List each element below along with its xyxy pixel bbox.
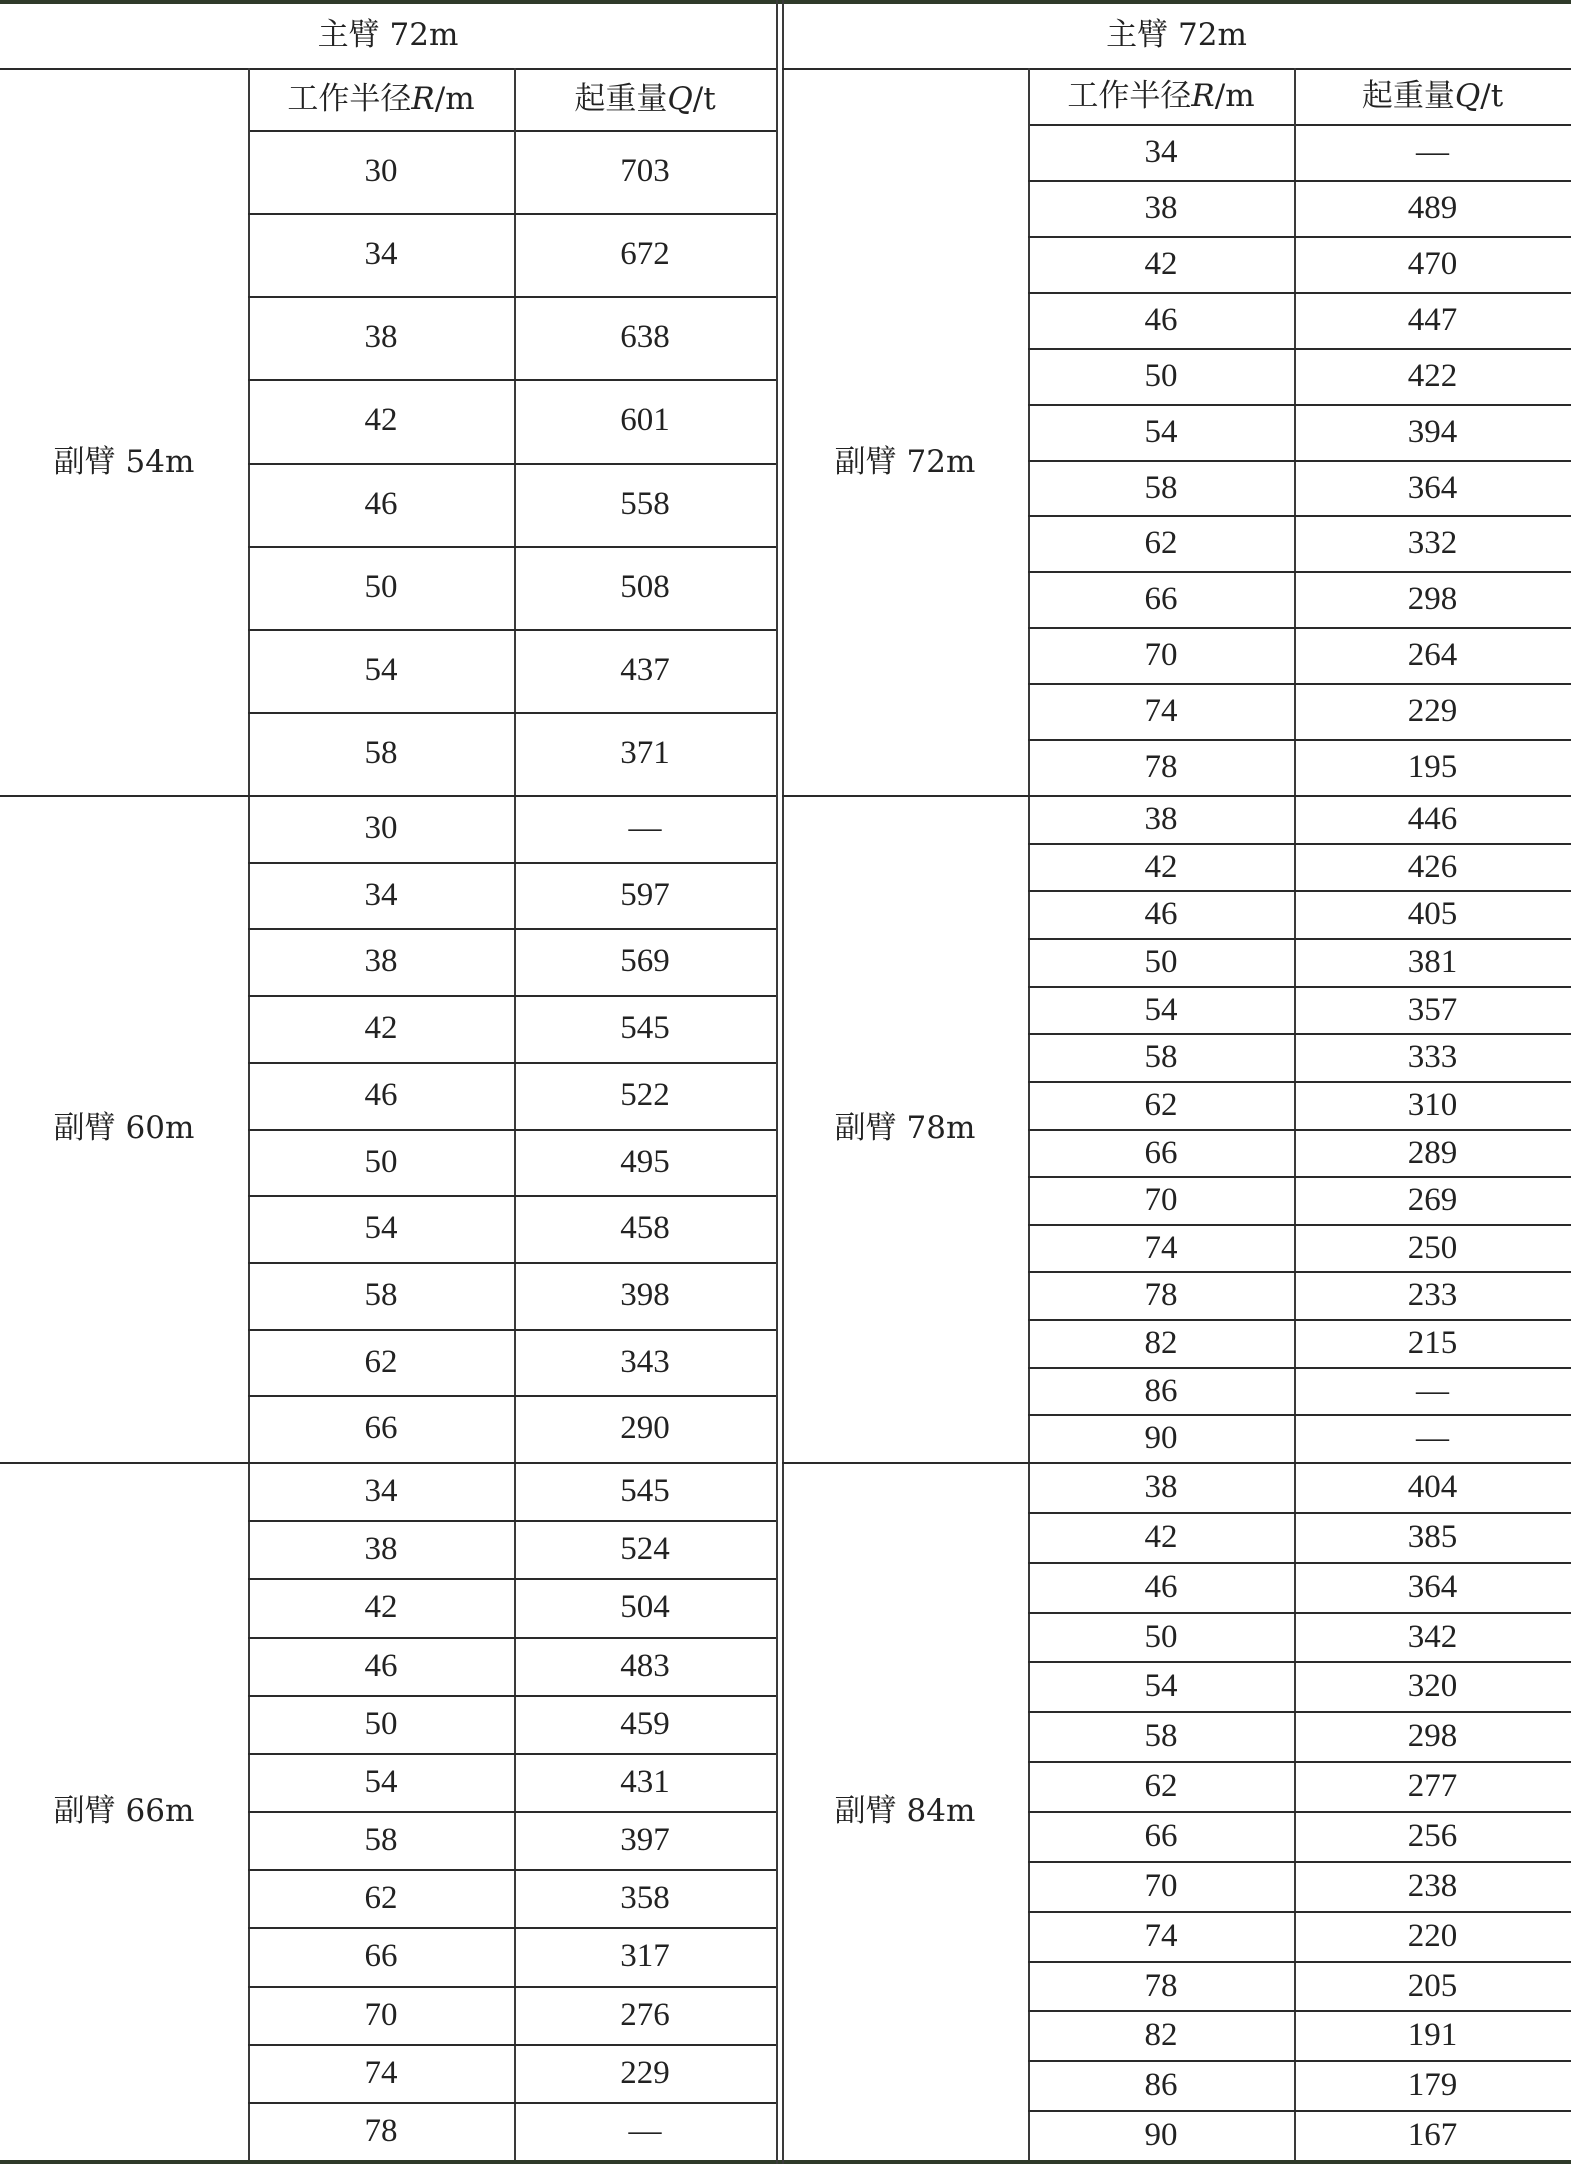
load-cell: 343 xyxy=(620,1344,670,1380)
header-unit: /m xyxy=(434,80,475,117)
radius-cell: 46 xyxy=(364,486,398,522)
load-cell: 264 xyxy=(1407,636,1458,673)
load-cell: 504 xyxy=(620,1588,670,1625)
load-cell: 256 xyxy=(1407,1817,1458,1854)
boom-group-label: 副臂 84m xyxy=(834,1792,976,1829)
radius-cell: 38 xyxy=(364,1530,398,1567)
radius-cell: 54 xyxy=(364,1763,398,1800)
load-cell: 215 xyxy=(1407,1324,1458,1361)
load-cell: 524 xyxy=(620,1530,670,1567)
radius-cell: 62 xyxy=(364,1879,398,1916)
radius-cell: 58 xyxy=(364,1277,398,1313)
load-cell: 342 xyxy=(1407,1618,1458,1655)
load-cell: 638 xyxy=(620,319,670,355)
radius-cell: 34 xyxy=(364,236,398,272)
column-header-radius xyxy=(1028,68,1294,124)
panel-title: 主臂 72m xyxy=(1106,16,1247,53)
radius-cell: 66 xyxy=(1144,1817,1178,1854)
radius-cell: 38 xyxy=(1144,800,1178,837)
load-cell: 569 xyxy=(620,943,670,979)
load-cell: — xyxy=(628,810,662,846)
boom-group-label: 副臂 54m xyxy=(53,444,195,480)
radius-cell: 54 xyxy=(364,1210,398,1246)
load-cell: 229 xyxy=(620,2054,670,2091)
load-cell: 703 xyxy=(620,153,670,189)
radius-cell: 46 xyxy=(1144,1568,1178,1605)
column-header-load xyxy=(514,68,776,130)
radius-cell: 78 xyxy=(1144,1276,1178,1313)
radius-cell: 62 xyxy=(1144,524,1178,561)
radius-cell: 42 xyxy=(1144,848,1178,885)
load-cell: — xyxy=(1416,1419,1449,1456)
load-cell: 405 xyxy=(1407,895,1458,932)
load-cell: 220 xyxy=(1407,1917,1458,1954)
radius-cell: 66 xyxy=(1144,1134,1178,1171)
radius-cell: 54 xyxy=(1144,1667,1178,1704)
load-cell: 238 xyxy=(1407,1867,1458,1904)
radius-cell: 46 xyxy=(1144,895,1178,932)
radius-cell: 74 xyxy=(1144,1917,1178,1954)
radius-cell: 70 xyxy=(1144,1867,1178,1904)
header-symbol: Q xyxy=(1454,77,1481,114)
load-cell: 250 xyxy=(1407,1229,1458,1266)
load-cell: 233 xyxy=(1407,1276,1458,1313)
radius-cell: 42 xyxy=(1144,1518,1178,1555)
load-cell: — xyxy=(1416,133,1449,170)
load-cell: 426 xyxy=(1407,848,1458,885)
header-text: 起重量 xyxy=(574,80,668,117)
radius-cell: 58 xyxy=(364,735,398,771)
radius-cell: 66 xyxy=(364,1937,398,1974)
load-cell: 357 xyxy=(1407,991,1458,1028)
radius-cell: 50 xyxy=(1144,357,1178,394)
load-cell: 371 xyxy=(620,735,670,771)
load-cell: 205 xyxy=(1407,1967,1458,2004)
radius-cell: 66 xyxy=(1144,580,1178,617)
radius-cell: 50 xyxy=(364,1144,398,1180)
radius-cell: 50 xyxy=(1144,1618,1178,1655)
load-cell: 446 xyxy=(1407,800,1458,837)
table-column-rule xyxy=(776,0,778,2164)
header-symbol: R xyxy=(411,80,435,117)
load-cell: 298 xyxy=(1407,580,1458,617)
load-cell: 364 xyxy=(1407,469,1458,506)
radius-cell: 78 xyxy=(1144,748,1178,785)
load-cell: 459 xyxy=(620,1705,670,1742)
header-text: 工作半径 xyxy=(287,80,412,117)
radius-cell: 58 xyxy=(1144,469,1178,506)
load-cell: — xyxy=(1416,1372,1449,1409)
radius-cell: 58 xyxy=(1144,1717,1178,1754)
load-cell: 437 xyxy=(620,652,670,688)
radius-cell: 46 xyxy=(364,1077,398,1113)
table-rule-major xyxy=(0,2160,1571,2164)
radius-cell: 34 xyxy=(364,1472,398,1509)
load-cell: 489 xyxy=(1407,189,1458,226)
radius-cell: 38 xyxy=(364,943,398,979)
radius-cell: 70 xyxy=(364,1996,398,2033)
load-cell: 167 xyxy=(1407,2116,1458,2153)
radius-cell: 86 xyxy=(1144,1372,1178,1409)
load-cell: 364 xyxy=(1407,1568,1458,1605)
radius-cell: 54 xyxy=(364,652,398,688)
boom-group-label: 副臂 78m xyxy=(834,1110,976,1146)
radius-cell: 74 xyxy=(364,2054,398,2091)
radius-cell: 34 xyxy=(1144,133,1178,170)
boom-group-label: 副臂 60m xyxy=(53,1110,195,1146)
load-cell: 672 xyxy=(620,236,670,272)
column-header-load xyxy=(1294,68,1571,124)
load-cell: 397 xyxy=(620,1821,670,1858)
load-cell: 522 xyxy=(620,1077,670,1113)
radius-cell: 42 xyxy=(364,1010,398,1046)
radius-cell: 38 xyxy=(1144,189,1178,226)
radius-cell: 62 xyxy=(1144,1086,1178,1123)
load-cell: 179 xyxy=(1407,2066,1458,2103)
radius-cell: 54 xyxy=(1144,413,1178,450)
load-cell: 470 xyxy=(1407,245,1458,282)
radius-cell: 30 xyxy=(364,810,398,846)
radius-cell: 90 xyxy=(1144,2116,1178,2153)
radius-cell: 70 xyxy=(1144,636,1178,673)
radius-cell: 46 xyxy=(1144,301,1178,338)
radius-cell: 62 xyxy=(364,1344,398,1380)
boom-group-label: 副臂 72m xyxy=(834,444,976,480)
radius-cell: 50 xyxy=(1144,943,1178,980)
radius-cell: 42 xyxy=(364,1588,398,1625)
header-text: 起重量 xyxy=(1361,77,1455,114)
radius-cell: 38 xyxy=(364,319,398,355)
radius-cell: 90 xyxy=(1144,1419,1178,1456)
radius-cell: 66 xyxy=(364,1410,398,1446)
load-cell: 385 xyxy=(1407,1518,1458,1555)
load-cell: 398 xyxy=(620,1277,670,1313)
radius-cell: 58 xyxy=(1144,1038,1178,1075)
load-cell: 431 xyxy=(620,1763,670,1800)
load-cell: 320 xyxy=(1407,1667,1458,1704)
load-cell: 394 xyxy=(1407,413,1458,450)
load-cell: 277 xyxy=(1407,1767,1458,1804)
load-cell: 545 xyxy=(620,1010,670,1046)
radius-cell: 82 xyxy=(1144,2016,1178,2053)
radius-cell: 46 xyxy=(364,1647,398,1684)
radius-cell: 38 xyxy=(1144,1468,1178,1505)
load-cell: 597 xyxy=(620,877,670,913)
load-cell: 447 xyxy=(1407,301,1458,338)
column-header-radius xyxy=(248,68,514,130)
load-cell: 545 xyxy=(620,1472,670,1509)
load-cell: 422 xyxy=(1407,357,1458,394)
radius-cell: 30 xyxy=(364,153,398,189)
radius-cell: 50 xyxy=(364,1705,398,1742)
load-cell: 317 xyxy=(620,1937,670,1974)
load-cell: 404 xyxy=(1407,1468,1458,1505)
load-cell: 298 xyxy=(1407,1717,1458,1754)
radius-cell: 86 xyxy=(1144,2066,1178,2103)
header-unit: /t xyxy=(1480,77,1504,114)
radius-cell: 78 xyxy=(1144,1967,1178,2004)
radius-cell: 50 xyxy=(364,569,398,605)
radius-cell: 74 xyxy=(1144,1229,1178,1266)
load-cell: 276 xyxy=(620,1996,670,2033)
load-cell: 229 xyxy=(1407,692,1458,729)
load-cell: 333 xyxy=(1407,1038,1458,1075)
radius-cell: 82 xyxy=(1144,1324,1178,1361)
radius-cell: 58 xyxy=(364,1821,398,1858)
boom-group-label: 副臂 66m xyxy=(53,1792,195,1829)
load-cell: 269 xyxy=(1407,1181,1458,1218)
load-cell: 191 xyxy=(1407,2016,1458,2053)
load-cell: 195 xyxy=(1407,748,1458,785)
load-cell: 483 xyxy=(620,1647,670,1684)
load-cell: 289 xyxy=(1407,1134,1458,1171)
load-cell: 508 xyxy=(620,569,670,605)
load-cell: 381 xyxy=(1407,943,1458,980)
load-cell: 601 xyxy=(620,402,670,438)
radius-cell: 54 xyxy=(1144,991,1178,1028)
radius-cell: 74 xyxy=(1144,692,1178,729)
load-cell: 458 xyxy=(620,1210,670,1246)
radius-cell: 42 xyxy=(364,402,398,438)
load-cell: 495 xyxy=(620,1144,670,1180)
header-unit: /m xyxy=(1214,77,1255,114)
radius-cell: 42 xyxy=(1144,245,1178,282)
radius-cell: 78 xyxy=(364,2112,398,2149)
radius-cell: 70 xyxy=(1144,1181,1178,1218)
load-cell: 310 xyxy=(1407,1086,1458,1123)
header-unit: /t xyxy=(692,80,716,117)
load-cell: 358 xyxy=(620,1879,670,1916)
load-cell: 558 xyxy=(620,486,670,522)
header-text: 工作半径 xyxy=(1067,77,1192,114)
header-symbol: R xyxy=(1191,77,1215,114)
load-cell: 332 xyxy=(1407,524,1458,561)
load-cell: — xyxy=(628,2112,662,2149)
panel-title: 主臂 72m xyxy=(317,16,459,53)
radius-cell: 34 xyxy=(364,877,398,913)
radius-cell: 62 xyxy=(1144,1767,1178,1804)
load-cell: 290 xyxy=(620,1410,670,1446)
header-symbol: Q xyxy=(667,80,693,117)
